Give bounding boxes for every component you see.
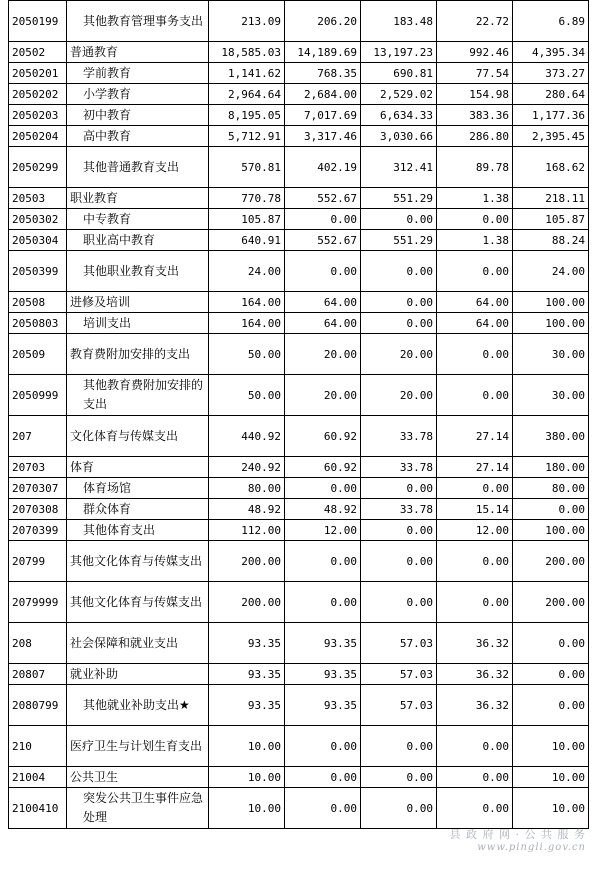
row-value-2: 768.35 — [285, 63, 361, 84]
table-row — [9, 685, 589, 726]
row-name: 就业补助 — [67, 664, 209, 685]
row-code: 2070307 — [9, 478, 67, 499]
table-row — [9, 313, 589, 334]
row-value-1: 93.35 — [209, 685, 285, 726]
table-row — [9, 664, 589, 685]
row-value-5: 100.00 — [513, 520, 589, 541]
table-row — [9, 457, 589, 478]
table-row — [9, 582, 589, 623]
table-row — [9, 334, 589, 375]
row-code: 20502 — [9, 42, 67, 63]
row-name: 体育 — [67, 457, 209, 478]
row-value-5: 88.24 — [513, 230, 589, 251]
row-value-3: 0.00 — [361, 313, 437, 334]
row-value-3: 3,030.66 — [361, 126, 437, 147]
row-value-4: 154.98 — [437, 84, 513, 105]
row-value-1: 18,585.03 — [209, 42, 285, 63]
table-row — [9, 520, 589, 541]
row-name: 其他职业教育支出 — [67, 251, 209, 292]
row-value-4: 0.00 — [437, 582, 513, 623]
row-code: 2050299 — [9, 147, 67, 188]
row-value-2: 20.00 — [285, 375, 361, 416]
row-value-1: 213.09 — [209, 1, 285, 42]
row-value-3: 33.78 — [361, 416, 437, 457]
row-value-2: 14,189.69 — [285, 42, 361, 63]
row-code: 20703 — [9, 457, 67, 478]
row-value-5: 10.00 — [513, 767, 589, 788]
row-value-4: 0.00 — [437, 767, 513, 788]
row-value-2: 2,684.00 — [285, 84, 361, 105]
row-value-5: 200.00 — [513, 582, 589, 623]
row-code: 2079999 — [9, 582, 67, 623]
table-row — [9, 105, 589, 126]
row-value-1: 10.00 — [209, 726, 285, 767]
row-value-1: 5,712.91 — [209, 126, 285, 147]
row-value-2: 0.00 — [285, 788, 361, 829]
table-row — [9, 478, 589, 499]
table-row — [9, 63, 589, 84]
row-code: 21004 — [9, 767, 67, 788]
row-code: 2050302 — [9, 209, 67, 230]
row-name: 社会保障和就业支出 — [67, 623, 209, 664]
table-row — [9, 1, 589, 42]
row-value-4: 0.00 — [437, 541, 513, 582]
row-value-1: 8,195.05 — [209, 105, 285, 126]
row-value-5: 2,395.45 — [513, 126, 589, 147]
row-value-1: 440.92 — [209, 416, 285, 457]
row-value-3: 0.00 — [361, 251, 437, 292]
table-row — [9, 375, 589, 416]
row-value-1: 164.00 — [209, 292, 285, 313]
row-name: 职业高中教育 — [67, 230, 209, 251]
row-name: 高中教育 — [67, 126, 209, 147]
table-row — [9, 230, 589, 251]
row-value-2: 48.92 — [285, 499, 361, 520]
row-value-5: 168.62 — [513, 147, 589, 188]
table-row — [9, 541, 589, 582]
row-value-4: 0.00 — [437, 375, 513, 416]
table-row — [9, 42, 589, 63]
row-value-1: 10.00 — [209, 767, 285, 788]
row-value-4: 0.00 — [437, 788, 513, 829]
row-value-2: 0.00 — [285, 767, 361, 788]
row-name: 其他就业补助支出★ — [67, 685, 209, 726]
row-value-4: 22.72 — [437, 1, 513, 42]
row-code: 20807 — [9, 664, 67, 685]
row-value-3: 0.00 — [361, 788, 437, 829]
table-row — [9, 416, 589, 457]
row-value-3: 33.78 — [361, 457, 437, 478]
row-name: 其他体育支出 — [67, 520, 209, 541]
row-name: 其他教育费附加安排的支出 — [67, 375, 209, 416]
row-value-1: 640.91 — [209, 230, 285, 251]
row-value-2: 206.20 — [285, 1, 361, 42]
row-name: 普通教育 — [67, 42, 209, 63]
row-value-4: 89.78 — [437, 147, 513, 188]
row-value-3: 0.00 — [361, 209, 437, 230]
row-value-1: 164.00 — [209, 313, 285, 334]
row-code: 20799 — [9, 541, 67, 582]
row-code: 2070399 — [9, 520, 67, 541]
row-code: 2080799 — [9, 685, 67, 726]
row-code: 20508 — [9, 292, 67, 313]
row-value-2: 20.00 — [285, 334, 361, 375]
row-value-5: 218.11 — [513, 188, 589, 209]
row-value-2: 552.67 — [285, 188, 361, 209]
row-value-3: 0.00 — [361, 767, 437, 788]
table-row — [9, 292, 589, 313]
row-value-3: 13,197.23 — [361, 42, 437, 63]
row-value-2: 93.35 — [285, 664, 361, 685]
row-value-5: 30.00 — [513, 375, 589, 416]
row-value-3: 551.29 — [361, 188, 437, 209]
row-value-3: 312.41 — [361, 147, 437, 188]
table-row — [9, 251, 589, 292]
row-value-1: 50.00 — [209, 375, 285, 416]
row-value-5: 380.00 — [513, 416, 589, 457]
row-value-2: 3,317.46 — [285, 126, 361, 147]
row-value-4: 0.00 — [437, 726, 513, 767]
row-value-2: 0.00 — [285, 726, 361, 767]
row-code: 2070308 — [9, 499, 67, 520]
row-name: 中专教育 — [67, 209, 209, 230]
row-value-5: 6.89 — [513, 1, 589, 42]
row-value-5: 4,395.34 — [513, 42, 589, 63]
table-row — [9, 126, 589, 147]
row-code: 2050204 — [9, 126, 67, 147]
row-code: 20503 — [9, 188, 67, 209]
row-code: 207 — [9, 416, 67, 457]
row-value-5: 0.00 — [513, 499, 589, 520]
row-name: 小学教育 — [67, 84, 209, 105]
row-value-3: 2,529.02 — [361, 84, 437, 105]
row-value-4: 15.14 — [437, 499, 513, 520]
row-code: 2050304 — [9, 230, 67, 251]
row-code: 2050202 — [9, 84, 67, 105]
row-value-1: 570.81 — [209, 147, 285, 188]
row-value-2: 64.00 — [285, 313, 361, 334]
row-value-4: 383.36 — [437, 105, 513, 126]
row-code: 2050399 — [9, 251, 67, 292]
row-name: 初中教育 — [67, 105, 209, 126]
row-value-5: 100.00 — [513, 313, 589, 334]
row-value-1: 10.00 — [209, 788, 285, 829]
row-value-4: 992.46 — [437, 42, 513, 63]
row-value-3: 33.78 — [361, 499, 437, 520]
row-value-2: 93.35 — [285, 623, 361, 664]
row-name: 其他文化体育与传媒支出 — [67, 541, 209, 582]
budget-table — [8, 0, 589, 829]
row-value-3: 20.00 — [361, 375, 437, 416]
row-value-3: 690.81 — [361, 63, 437, 84]
row-value-2: 60.92 — [285, 416, 361, 457]
row-value-4: 1.38 — [437, 230, 513, 251]
row-value-1: 48.92 — [209, 499, 285, 520]
row-value-3: 0.00 — [361, 478, 437, 499]
row-name: 公共卫生 — [67, 767, 209, 788]
row-value-5: 1,177.36 — [513, 105, 589, 126]
row-value-5: 180.00 — [513, 457, 589, 478]
row-value-5: 30.00 — [513, 334, 589, 375]
row-value-1: 93.35 — [209, 664, 285, 685]
row-value-5: 10.00 — [513, 788, 589, 829]
row-value-5: 0.00 — [513, 685, 589, 726]
table-row — [9, 767, 589, 788]
table-row — [9, 726, 589, 767]
row-value-1: 240.92 — [209, 457, 285, 478]
row-value-1: 112.00 — [209, 520, 285, 541]
row-value-1: 105.87 — [209, 209, 285, 230]
row-value-1: 80.00 — [209, 478, 285, 499]
row-value-2: 93.35 — [285, 685, 361, 726]
row-value-3: 6,634.33 — [361, 105, 437, 126]
row-code: 2050203 — [9, 105, 67, 126]
row-code: 208 — [9, 623, 67, 664]
row-name: 进修及培训 — [67, 292, 209, 313]
row-value-1: 24.00 — [209, 251, 285, 292]
row-value-3: 57.03 — [361, 664, 437, 685]
row-name: 其他文化体育与传媒支出 — [67, 582, 209, 623]
row-value-4: 64.00 — [437, 313, 513, 334]
row-name: 学前教育 — [67, 63, 209, 84]
row-value-4: 0.00 — [437, 478, 513, 499]
row-value-4: 286.80 — [437, 126, 513, 147]
table-row — [9, 147, 589, 188]
row-value-4: 0.00 — [437, 334, 513, 375]
table-row — [9, 188, 589, 209]
row-value-2: 12.00 — [285, 520, 361, 541]
watermark — [450, 826, 586, 853]
row-value-4: 0.00 — [437, 209, 513, 230]
row-name: 职业教育 — [67, 188, 209, 209]
row-value-1: 1,141.62 — [209, 63, 285, 84]
row-value-5: 0.00 — [513, 623, 589, 664]
row-value-2: 64.00 — [285, 292, 361, 313]
row-value-2: 552.67 — [285, 230, 361, 251]
row-value-5: 200.00 — [513, 541, 589, 582]
row-value-2: 60.92 — [285, 457, 361, 478]
row-value-5: 24.00 — [513, 251, 589, 292]
row-value-4: 36.32 — [437, 664, 513, 685]
row-value-4: 36.32 — [437, 623, 513, 664]
row-value-5: 373.27 — [513, 63, 589, 84]
row-name: 教育费附加安排的支出 — [67, 334, 209, 375]
row-value-2: 7,017.69 — [285, 105, 361, 126]
row-name: 文化体育与传媒支出 — [67, 416, 209, 457]
row-code: 2050201 — [9, 63, 67, 84]
row-value-3: 20.00 — [361, 334, 437, 375]
row-value-4: 64.00 — [437, 292, 513, 313]
table-row — [9, 788, 589, 829]
row-name: 突发公共卫生事件应急处理 — [67, 788, 209, 829]
row-name: 群众体育 — [67, 499, 209, 520]
row-value-5: 10.00 — [513, 726, 589, 767]
row-value-4: 27.14 — [437, 416, 513, 457]
table-row — [9, 623, 589, 664]
row-value-1: 200.00 — [209, 582, 285, 623]
table-row — [9, 209, 589, 230]
row-value-2: 0.00 — [285, 478, 361, 499]
row-value-5: 105.87 — [513, 209, 589, 230]
watermark-url: www.pingli.gov.cn — [477, 842, 586, 853]
row-value-1: 50.00 — [209, 334, 285, 375]
row-value-1: 200.00 — [209, 541, 285, 582]
row-value-5: 100.00 — [513, 292, 589, 313]
row-value-3: 551.29 — [361, 230, 437, 251]
row-value-3: 0.00 — [361, 582, 437, 623]
row-code: 2050803 — [9, 313, 67, 334]
row-code: 2050199 — [9, 1, 67, 42]
table-row — [9, 499, 589, 520]
row-code: 2050999 — [9, 375, 67, 416]
row-value-5: 80.00 — [513, 478, 589, 499]
row-name: 其他教育管理事务支出 — [67, 1, 209, 42]
row-value-5: 280.64 — [513, 84, 589, 105]
row-value-3: 0.00 — [361, 726, 437, 767]
row-value-2: 0.00 — [285, 582, 361, 623]
row-value-3: 0.00 — [361, 292, 437, 313]
row-value-4: 1.38 — [437, 188, 513, 209]
row-value-4: 12.00 — [437, 520, 513, 541]
row-name: 体育场馆 — [67, 478, 209, 499]
row-name: 其他普通教育支出 — [67, 147, 209, 188]
row-value-2: 0.00 — [285, 209, 361, 230]
row-value-4: 36.32 — [437, 685, 513, 726]
row-name: 培训支出 — [67, 313, 209, 334]
row-value-2: 0.00 — [285, 251, 361, 292]
row-value-4: 0.00 — [437, 251, 513, 292]
row-value-3: 183.48 — [361, 1, 437, 42]
row-value-1: 93.35 — [209, 623, 285, 664]
row-value-4: 27.14 — [437, 457, 513, 478]
row-value-5: 0.00 — [513, 664, 589, 685]
row-value-1: 770.78 — [209, 188, 285, 209]
table-row — [9, 84, 589, 105]
row-value-3: 57.03 — [361, 623, 437, 664]
row-value-4: 77.54 — [437, 63, 513, 84]
row-value-3: 57.03 — [361, 685, 437, 726]
row-code: 2100410 — [9, 788, 67, 829]
watermark-line: 县 政 府 网 · 公 共 服 务 — [449, 828, 586, 841]
row-value-3: 0.00 — [361, 541, 437, 582]
row-code: 210 — [9, 726, 67, 767]
row-name: 医疗卫生与计划生育支出 — [67, 726, 209, 767]
row-code: 20509 — [9, 334, 67, 375]
row-value-2: 402.19 — [285, 147, 361, 188]
row-value-2: 0.00 — [285, 541, 361, 582]
row-value-1: 2,964.64 — [209, 84, 285, 105]
row-value-3: 0.00 — [361, 520, 437, 541]
